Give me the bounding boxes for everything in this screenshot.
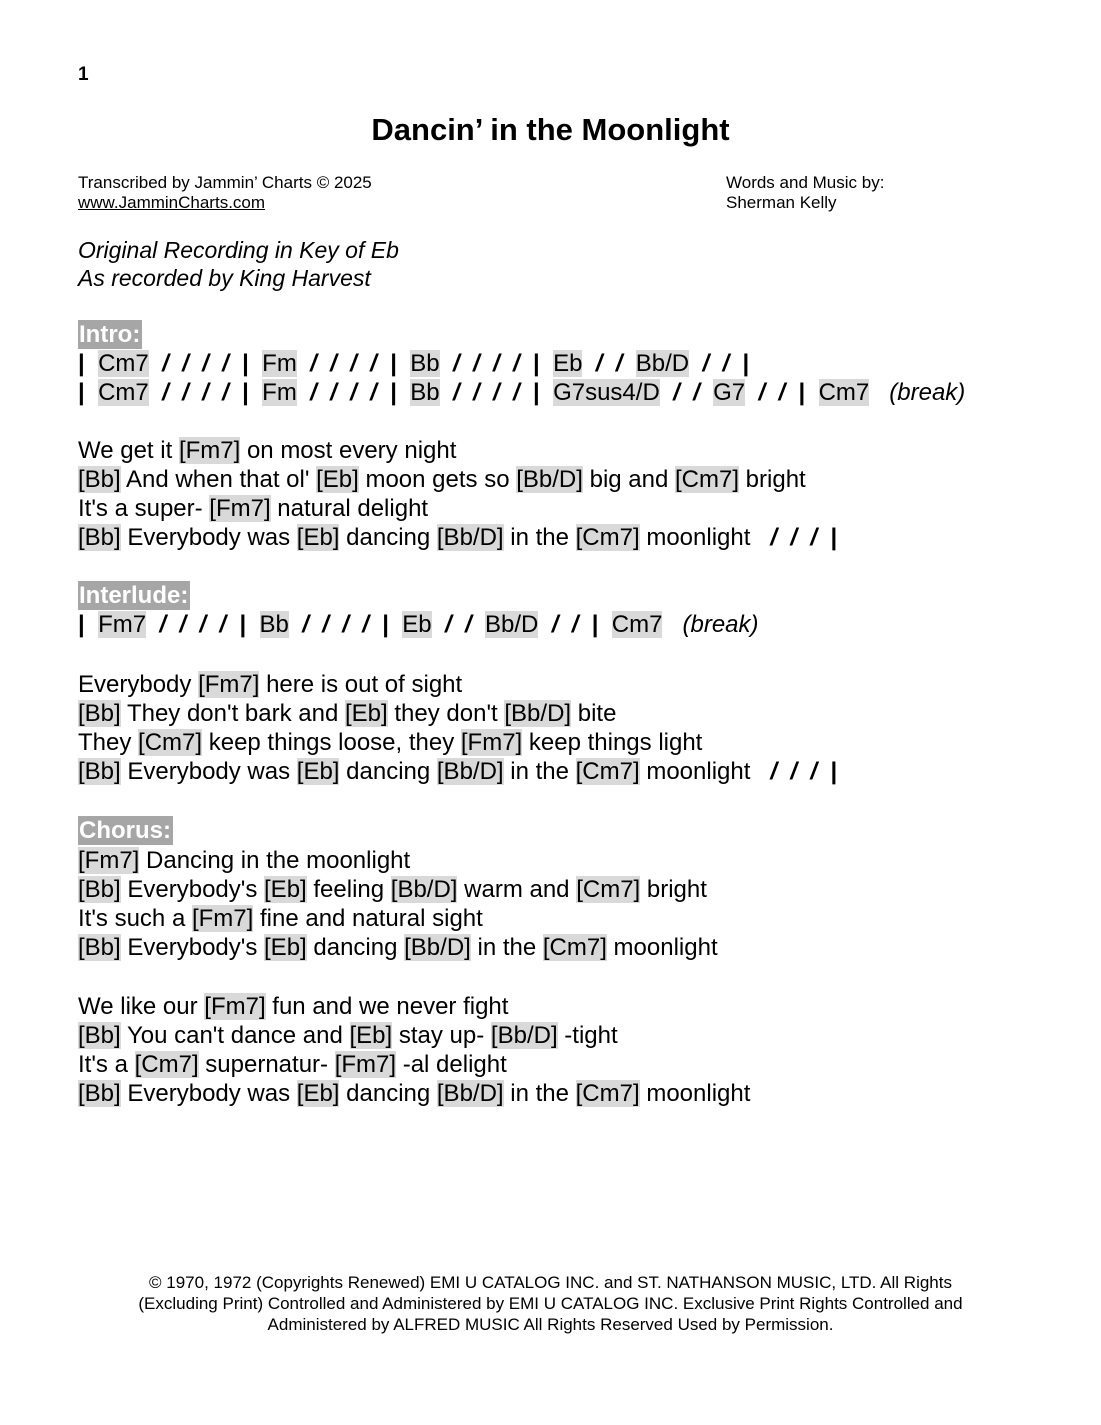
original-key: Original Recording in Key of Eb xyxy=(78,237,399,263)
chord: [Cm7] xyxy=(576,876,641,903)
chord: [Cm7] xyxy=(134,1051,199,1078)
lyric-line: [Bb] Everybody was [Eb] dancing [Bb/D] in the [Cm7] moonlight xyxy=(78,1080,751,1107)
intro-row-2: | Cm7 / / / / | Fm / / / / | Bb / / / / | G7sus4/D / / G7 / / | Cm7 (break) xyxy=(78,379,966,406)
break-note: (break) xyxy=(889,379,966,406)
chord: [Bb] xyxy=(78,758,121,785)
section-label-intro: Intro: xyxy=(79,321,141,348)
page-number: 1 xyxy=(78,64,89,85)
chord: [Bb] xyxy=(78,524,121,551)
chord: [Fm7] xyxy=(191,905,254,932)
chord: [Cm7] xyxy=(138,729,203,756)
chord: [Eb] xyxy=(349,1022,393,1049)
break-note: (break) xyxy=(682,611,759,638)
chord: Eb xyxy=(402,611,432,638)
copyright-line: © 1970, 1972 (Copyrights Renewed) EMI U CATALOG INC. and ST. NATHANSON MUSIC, LTD. All Rights xyxy=(149,1273,952,1292)
section-label-interlude: Interlude: xyxy=(79,582,189,609)
lyric-line: [Bb] Everybody was [Eb] dancing [Bb/D] in the [Cm7] moonlight / / / | xyxy=(78,524,838,551)
chord: [Fm7] xyxy=(209,495,271,522)
lyric-line: [Bb] Everybody's [Eb] dancing [Bb/D] in the [Cm7] moonlight xyxy=(78,934,718,961)
chord: [Eb] xyxy=(264,876,307,903)
chord: G7sus4/D xyxy=(553,379,660,406)
chord: [Fm7] xyxy=(204,993,266,1020)
lyric-line: [Bb] Everybody was [Eb] dancing [Bb/D] in the [Cm7] moonlight / / / | xyxy=(78,758,838,785)
chord: Eb xyxy=(553,350,583,377)
interlude-row: | Fm7 / / / / | Bb / / / / | Eb / / Bb/D / / | Cm7 (break) xyxy=(78,611,759,638)
chord: [Cm7] xyxy=(542,934,607,961)
chord: [Bb/D] xyxy=(436,1080,504,1107)
lyric-line: [Bb] They don't bark and [Eb] they don't [Bb/D] bite xyxy=(78,700,617,727)
section-label-chorus: Chorus: xyxy=(79,817,171,844)
chord: G7 xyxy=(713,379,746,406)
chord: [Bb] xyxy=(78,876,121,903)
lyric-line: We get it [Fm7] on most every night xyxy=(78,437,457,464)
chord: [Bb] xyxy=(78,700,121,727)
chord: [Bb/D] xyxy=(490,1022,558,1049)
chord: [Cm7] xyxy=(675,466,740,493)
chord: [Bb/D] xyxy=(436,758,504,785)
chord: Bb/D xyxy=(485,611,539,638)
chord: [Fm7] xyxy=(334,1051,397,1078)
copyright-line: Administered by ALFRED MUSIC All Rights Reserved Used by Permission. xyxy=(267,1315,834,1334)
lyric-line: We like our [Fm7] fun and we never fight xyxy=(78,993,509,1020)
chord: [Bb/D] xyxy=(390,876,458,903)
chord: [Fm7] xyxy=(198,671,260,698)
chord: Cm7 xyxy=(98,350,149,377)
chord: [Bb/D] xyxy=(436,524,504,551)
chord: [Cm7] xyxy=(575,758,640,785)
chord: Bb/D xyxy=(635,350,690,377)
words-music-label: Words and Music by: xyxy=(726,173,885,192)
chord: [Fm7] xyxy=(78,847,140,874)
chord: [Bb] xyxy=(78,1080,121,1107)
lyric-line: It's a super- [Fm7] natural delight xyxy=(78,495,429,522)
copyright-line: (Excluding Print) Controlled and Administered by EMI U CATALOG INC. Exclusive Print Rights Controlled and xyxy=(138,1294,963,1313)
chord: [Eb] xyxy=(345,700,388,727)
lyric-line: [Bb] You can't dance and [Eb] stay up- [Bb/D] -tight xyxy=(78,1022,618,1049)
chord: [Cm7] xyxy=(575,524,640,551)
chord: Cm7 xyxy=(611,611,663,638)
lyric-line: It's a [Cm7] supernatur- [Fm7] -al delight xyxy=(78,1051,507,1078)
chord: [Eb] xyxy=(296,524,340,551)
chord: [Eb] xyxy=(296,1080,340,1107)
website-link[interactable]: www.JamminCharts.com xyxy=(78,193,266,212)
transcription-credit xyxy=(78,173,372,213)
lyric-line: It's such a [Fm7] fine and natural sight xyxy=(78,905,483,932)
chord: [Eb] xyxy=(316,466,359,493)
songwriter-credit xyxy=(726,173,884,213)
recording-artist: As recorded by King Harvest xyxy=(78,265,371,291)
recording-info xyxy=(78,236,399,292)
chord: [Fm7] xyxy=(460,729,523,756)
chord: [Cm7] xyxy=(575,1080,640,1107)
chord: [Bb] xyxy=(78,466,121,493)
chord: Bb xyxy=(410,350,440,377)
chord: Bb xyxy=(410,379,440,406)
lyric-line: Everybody [Fm7] here is out of sight xyxy=(78,671,463,698)
chord: [Fm7] xyxy=(178,437,241,464)
chord: [Eb] xyxy=(296,758,340,785)
chord: [Bb] xyxy=(78,1022,121,1049)
lyric-line: They [Cm7] keep things loose, they [Fm7] keep things light xyxy=(78,729,703,756)
chord: Bb xyxy=(259,611,289,638)
intro-row-1: | Cm7 / / / / | Fm / / / / | Bb / / / / | Eb / / Bb/D / / | xyxy=(78,350,750,377)
chord: [Bb/D] xyxy=(504,700,572,727)
song-title: Dancin’ in the Moonlight xyxy=(371,112,730,147)
copyright-notice xyxy=(0,1272,1101,1335)
lyric-line: [Bb] Everybody's [Eb] feeling [Bb/D] warm and [Cm7] bright xyxy=(78,876,707,903)
chord: Fm xyxy=(262,350,297,377)
chord: Cm7 xyxy=(98,379,149,406)
lyric-line: [Fm7] Dancing in the moonlight xyxy=(78,847,411,874)
chord: [Eb] xyxy=(264,934,307,961)
chord: Cm7 xyxy=(818,379,870,406)
chord: [Bb/D] xyxy=(516,466,583,493)
lyric-line: [Bb] And when that ol' [Eb] moon gets so [Bb/D] big and [Cm7] bright xyxy=(78,466,806,493)
transcribed-by: Transcribed by Jammin’ Charts © 2025 xyxy=(78,173,372,192)
chord: [Bb/D] xyxy=(404,934,471,961)
chord: [Bb] xyxy=(78,934,121,961)
chord: Fm7 xyxy=(98,611,147,638)
author-name: Sherman Kelly xyxy=(726,193,837,212)
chord: Fm xyxy=(262,379,297,406)
